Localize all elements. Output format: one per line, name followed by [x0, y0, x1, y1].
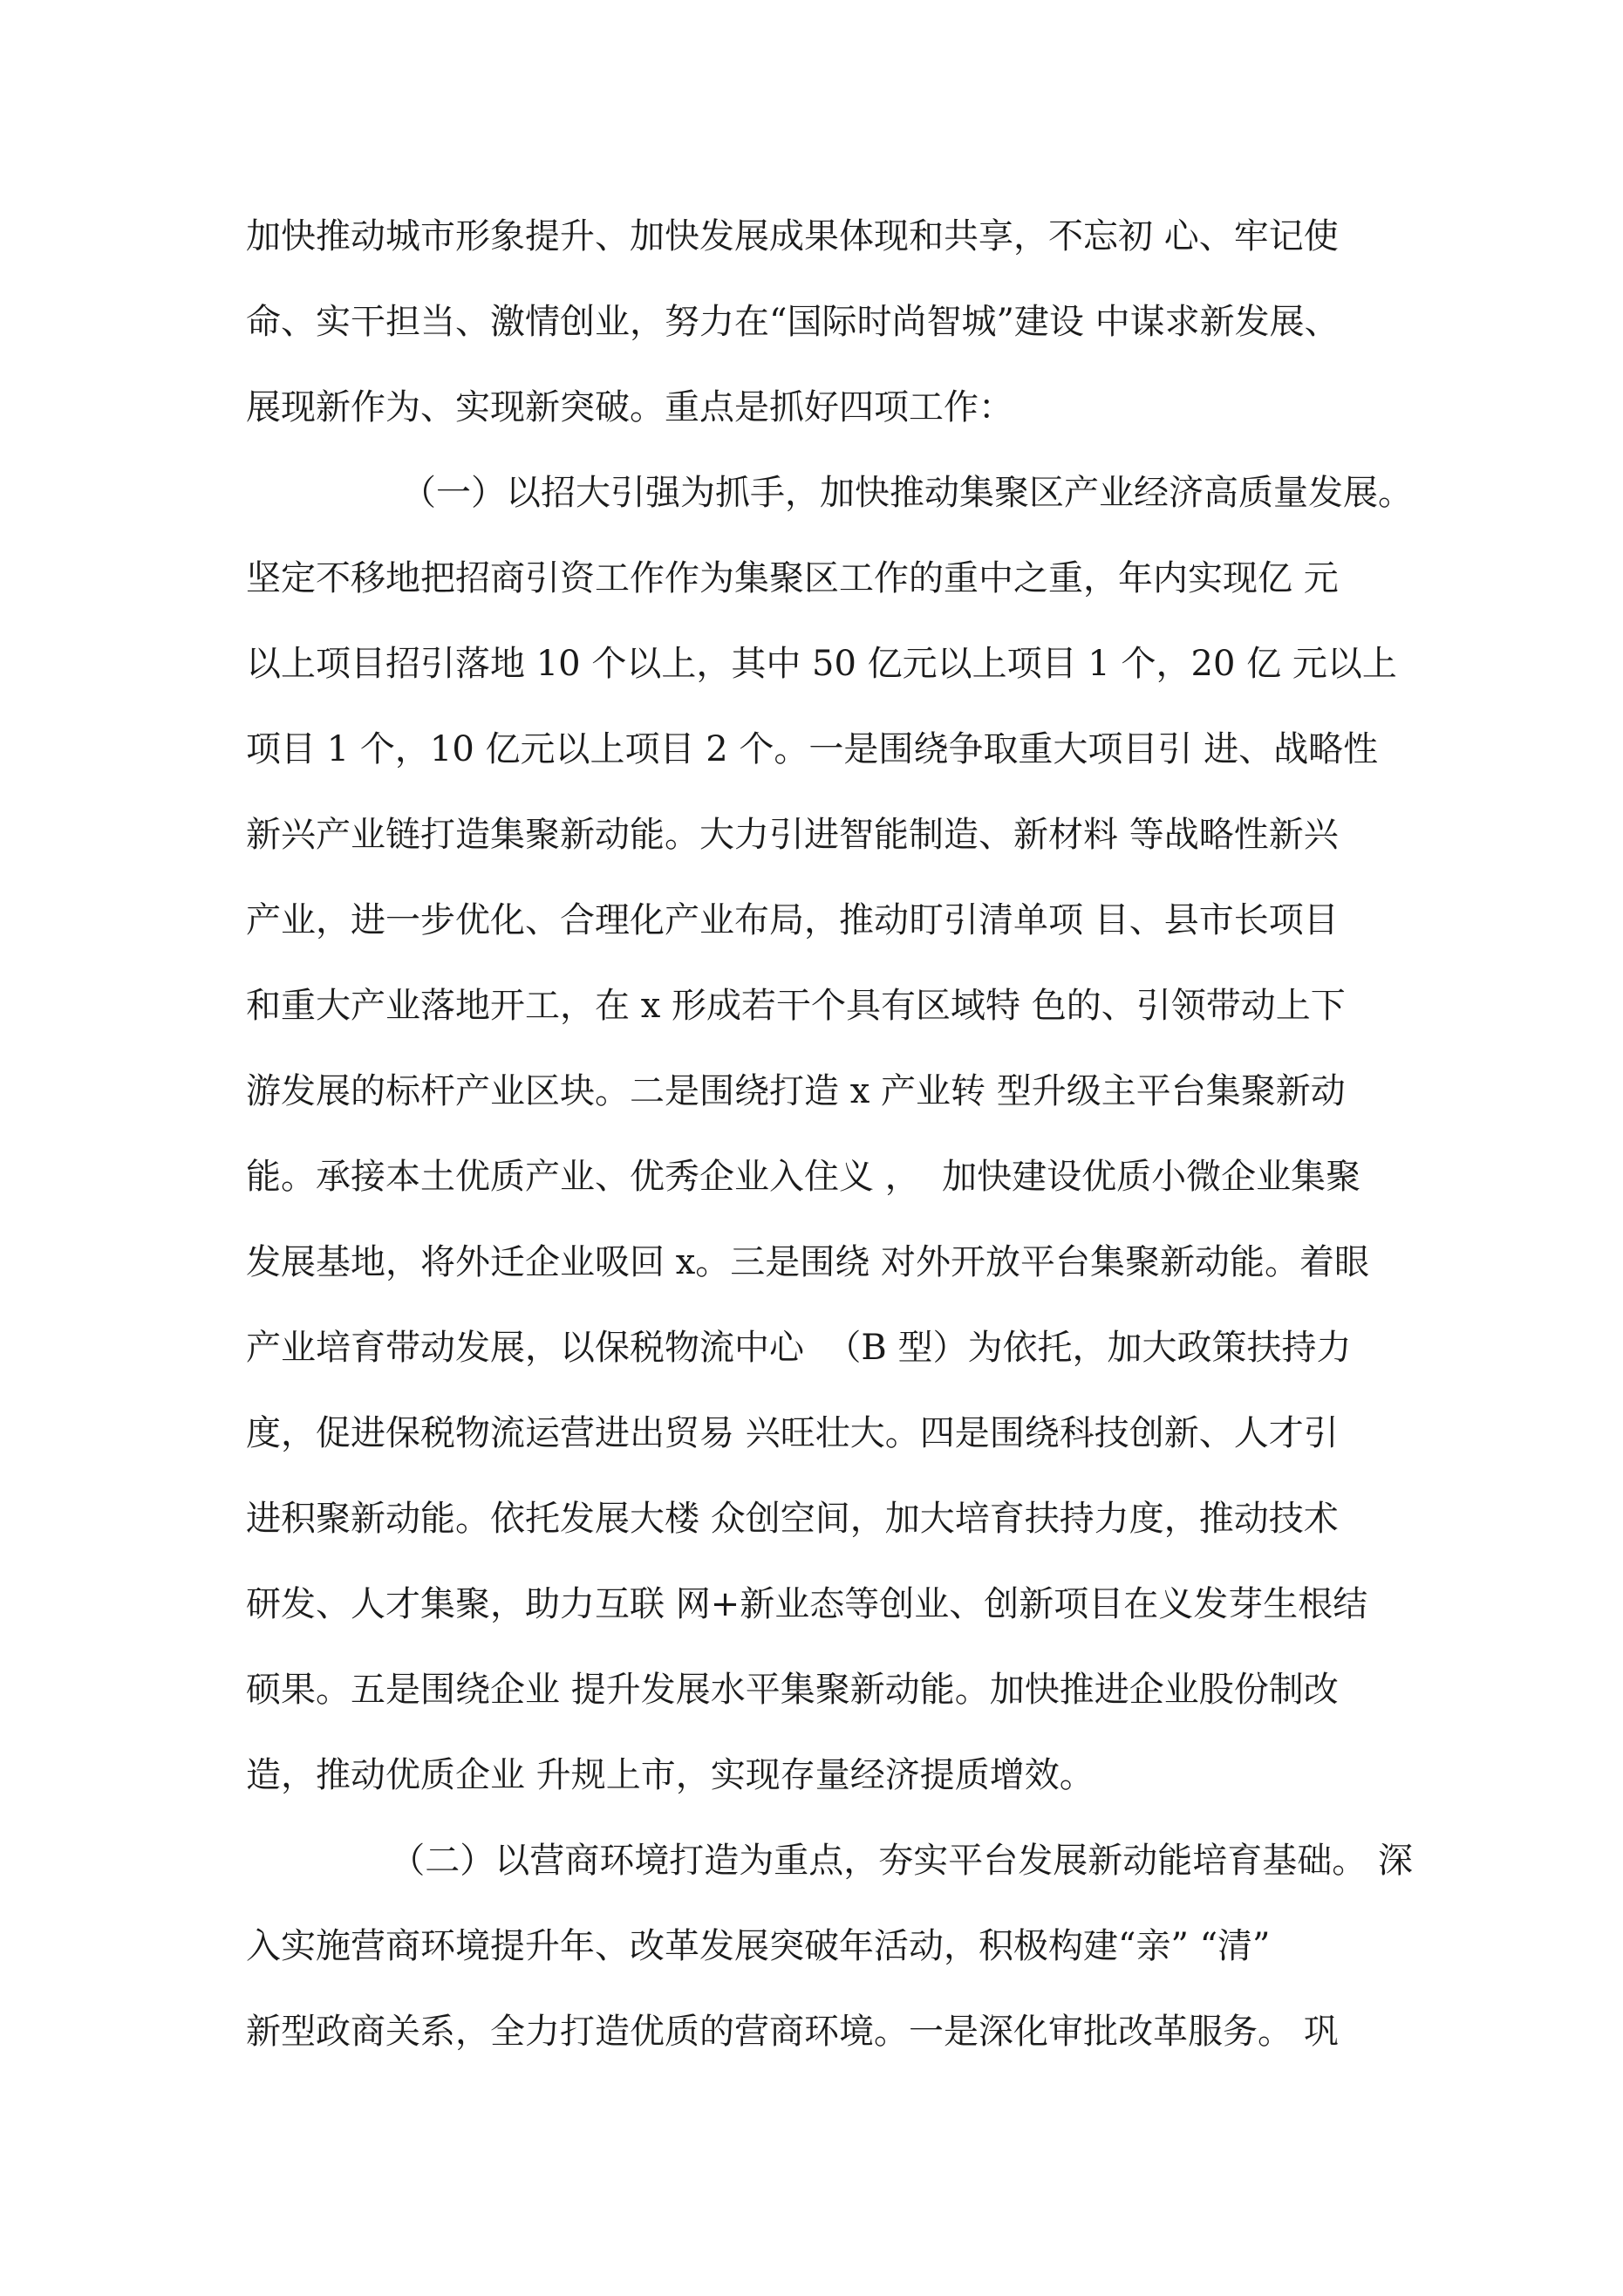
text-line: 新型政商关系，全力打造优质的营商环境。一是深化审批改革服务。 巩 [246, 2012, 1339, 2052]
text-line: 产业培育带动发展，以保税物流中心 （B 型）为依托，加大政策扶持力 [246, 1328, 1352, 1368]
text-line: 硕果。五是围绕企业 提升发展水平集聚新动能。加快推进企业股份制改 [246, 1670, 1339, 1710]
text-line: 加快推动城市形象提升、加快发展成果体现和共享，不忘初 心、牢记使 [246, 216, 1339, 256]
text-line: 发展基地，将外迁企业吸回 x。三是围绕 对外开放平台集聚新动能。着眼 [246, 1242, 1369, 1282]
text-line: 项目 1 个，10 亿元以上项目 2 个。一是围绕争取重大项目引 进、战略性 [246, 729, 1379, 769]
text-line: 游发展的标杆产业区块。二是围绕打造 x 产业转 型升级主平台集聚新动 [246, 1071, 1346, 1111]
text-line: 坚定不移地把招商引资工作作为集聚区工作的重中之重，年内实现亿 元 [246, 558, 1339, 598]
text-line: 命、实干担当、激情创业，努力在“国际时尚智城”建设 中谋求新发展、 [246, 302, 1340, 342]
text-line: 产业，进一步优化、合理化产业布局，推动盯引清单项 目、县市长项目 [246, 900, 1339, 940]
text-line: 和重大产业落地开工，在 x 形成若干个具有区域特 色的、引领带动上下 [246, 986, 1346, 1026]
section-heading-line: （一）以招大引强为抓手，加快推动集聚区产业经济高质量发展。 [401, 473, 1413, 513]
text-line: 能。承接本土优质产业、优秀企业入住义 ， 加快建设优质小微企业集聚 [246, 1157, 1361, 1197]
text-line: 度，促进保税物流运营进出贸易 兴旺壮大。四是围绕科技创新、人才引 [246, 1413, 1339, 1453]
text-line: 研发、人才集聚，助力互联 网+新业态等创业、创新项目在义发芽生根结 [246, 1584, 1368, 1624]
document-body [246, 194, 1413, 2074]
section-heading-line: （二）以营商环境打造为重点，夯实平台发展新动能培育基础。 深 [390, 1841, 1413, 1881]
text-line: 新兴产业链打造集聚新动能。大力引进智能制造、新材料 等战略性新兴 [246, 815, 1339, 855]
text-line: 造，推动优质企业 升规上市，实现存量经济提质增效。 [246, 1755, 1095, 1795]
text-line: 以上项目招引落地 10 个以上，其中 50 亿元以上项目 1 个，20 亿 元以上 [246, 644, 1397, 684]
text-line: 展现新作为、实现新突破。重点是抓好四项工作： [246, 387, 1013, 427]
text-line: 进积聚新动能。依托发展大楼 众创空间，加大培育扶持力度，推动技术 [246, 1499, 1339, 1539]
text-line: 入实施营商环境提升年、改革发展突破年活动，积极构建“亲” “清” [246, 1926, 1271, 1966]
